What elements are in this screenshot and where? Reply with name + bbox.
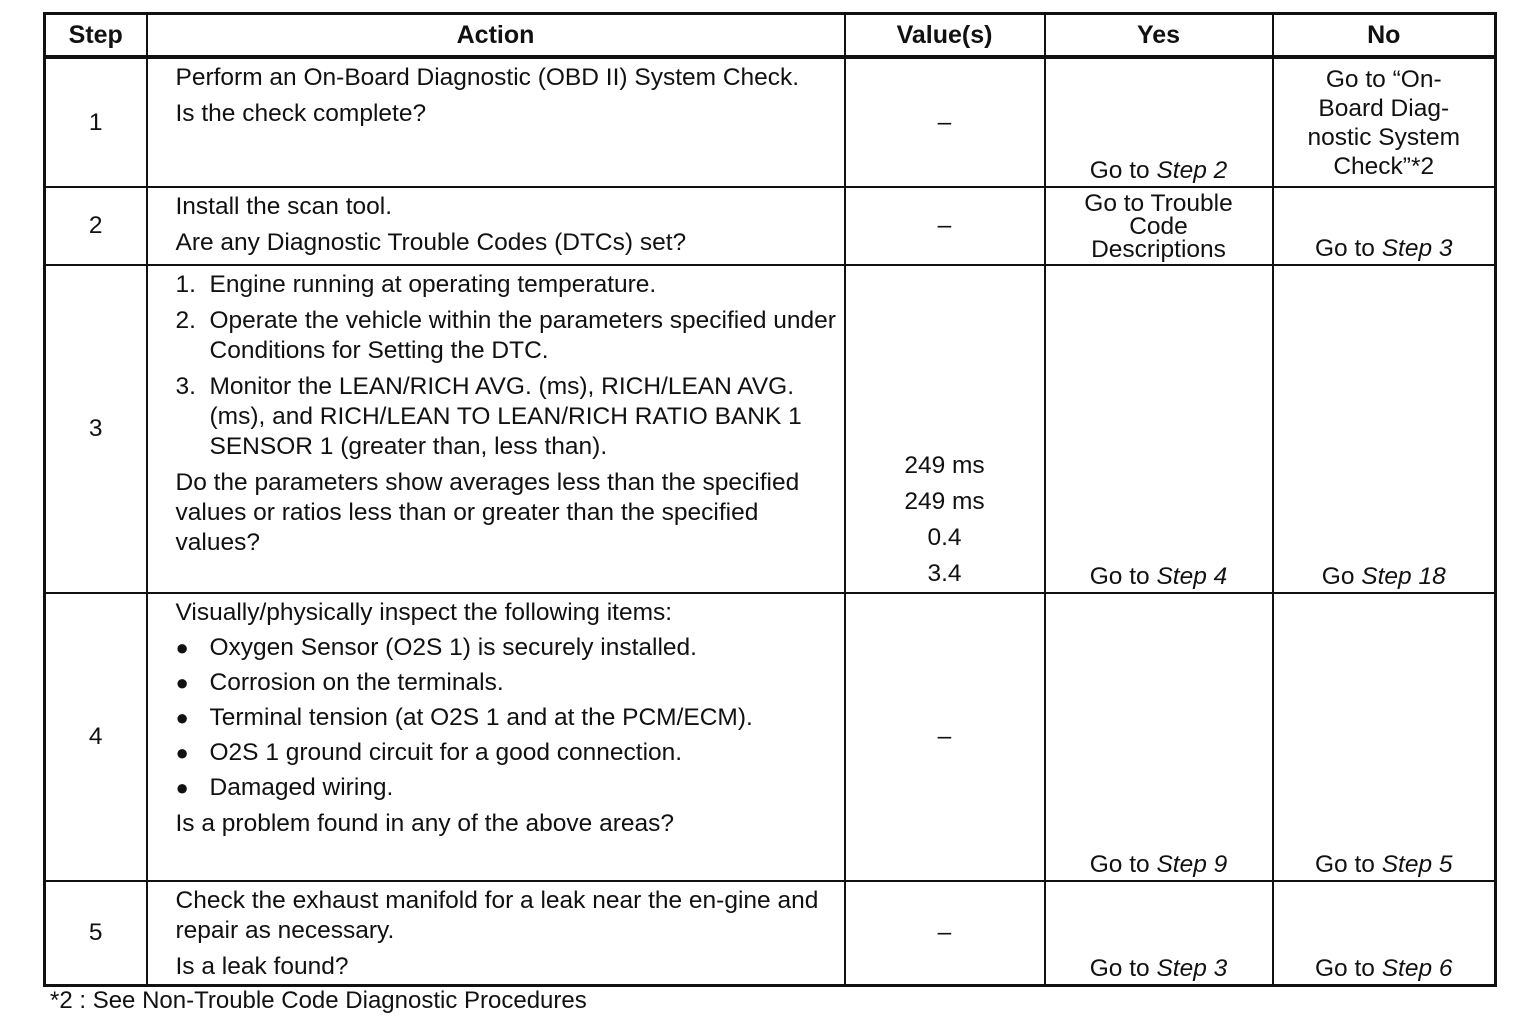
header-step: Step <box>45 14 147 58</box>
action-question: Do the parameters show averages less than the specified values or ratios less than or greater than the specified values? <box>175 469 800 556</box>
no-cell <box>1273 881 1496 985</box>
yes-goto: Go to Step 9 <box>1089 851 1228 878</box>
numbered-item: 2. Operate the vehicle within the parameters specified under Conditions for Setting the DTC. <box>175 307 836 364</box>
table-row <box>45 187 1496 265</box>
action-question: Is a leak found? <box>175 953 349 980</box>
numbered-item: 1. Engine running at operating temperature. <box>175 271 657 298</box>
header-values: Value(s) <box>845 14 1045 58</box>
action-cell <box>147 881 845 985</box>
step-number: 2 <box>45 187 147 265</box>
table-row <box>45 57 1496 187</box>
no-goto: Go to Step 5 <box>1314 851 1453 878</box>
step-number: 1 <box>45 57 147 187</box>
action-cell <box>147 265 845 593</box>
action-text: Check the exhaust manifold for a leak near the en-gine and repair as necessary. <box>175 887 819 944</box>
no-goto: Go to Step 3 <box>1314 235 1453 262</box>
header-no: No <box>1273 14 1496 58</box>
table-row <box>45 265 1496 593</box>
table-row <box>45 593 1496 881</box>
bullet-item: ● Terminal tension (at O2S 1 and at the PCM/ECM). <box>175 704 753 731</box>
bullet-item: ● Oxygen Sensor (O2S 1) is securely installed. <box>175 634 697 661</box>
header-yes: Yes <box>1045 14 1273 58</box>
step-number: 5 <box>45 881 147 985</box>
action-intro: Visually/physically inspect the following items: <box>175 599 673 626</box>
yes-goto: Go to Step 3 <box>1089 954 1228 982</box>
value-text: – <box>937 212 952 239</box>
value-cell <box>845 57 1045 187</box>
no-cell <box>1273 187 1496 265</box>
action-question: Are any Diagnostic Trouble Codes (DTCs) set? <box>175 229 687 256</box>
bullet-item: ● Corrosion on the terminals. <box>175 669 504 696</box>
value-text: – <box>937 723 952 750</box>
no-cell <box>1273 593 1496 881</box>
value-cell <box>845 593 1045 881</box>
yes-cell <box>1045 57 1273 187</box>
value-cell <box>845 265 1045 593</box>
action-cell <box>147 57 845 187</box>
action-question: Is the check complete? <box>175 100 427 127</box>
yes-goto: Go to Step 4 <box>1089 563 1228 590</box>
yes-cell <box>1045 593 1273 881</box>
yes-text-line: Go to Trouble <box>1084 189 1233 217</box>
header-row <box>45 14 1496 58</box>
yes-goto: Go to Step 2 <box>1089 157 1228 184</box>
no-text-line: Board Diag- <box>1318 94 1450 122</box>
value-cell <box>845 187 1045 265</box>
no-goto: Go to Step 6 <box>1314 954 1453 982</box>
bullet-item: ● O2S 1 ground circuit for a good connection. <box>175 739 683 766</box>
no-text-line: Go to “On- <box>1325 65 1442 93</box>
value-text: 0.4 <box>927 524 962 551</box>
no-text-line: nostic System <box>1307 123 1460 151</box>
yes-text-line: Descriptions <box>1091 235 1226 263</box>
value-text: 249 ms <box>904 488 985 515</box>
no-cell <box>1273 57 1496 187</box>
action-cell <box>147 593 845 881</box>
no-cell <box>1273 265 1496 593</box>
action-cell <box>147 187 845 265</box>
value-text: 3.4 <box>927 560 962 587</box>
numbered-item: 3. Monitor the LEAN/RICH AVG. (ms), RICH/LEAN AVG. (ms), and RICH/LEAN TO LEAN/RICH RATIO BANK 1 SENSOR 1 (greater than, less than). <box>175 373 802 460</box>
action-text: Install the scan tool. <box>175 193 393 220</box>
yes-cell <box>1045 187 1273 265</box>
diagnostic-table <box>43 12 1497 987</box>
value-text: 249 ms <box>904 452 985 479</box>
value-text: – <box>937 918 952 946</box>
value-text: – <box>937 108 952 136</box>
yes-cell <box>1045 265 1273 593</box>
step-number: 4 <box>45 593 147 881</box>
action-question: Is a problem found in any of the above areas? <box>175 810 674 837</box>
header-action: Action <box>147 14 845 58</box>
no-text-line: Check”*2 <box>1333 152 1435 180</box>
table-row <box>45 881 1496 985</box>
step-number: 3 <box>45 265 147 593</box>
yes-text-line: Code <box>1129 212 1188 240</box>
yes-cell <box>1045 881 1273 985</box>
action-text: Perform an On-Board Diagnostic (OBD II) System Check. <box>175 64 800 91</box>
bullet-item: ● Damaged wiring. <box>175 774 394 801</box>
value-cell <box>845 881 1045 985</box>
footnote: *2 : See Non-Trouble Code Diagnostic Procedures <box>50 987 587 1014</box>
no-goto: Go Step 18 <box>1321 563 1446 590</box>
